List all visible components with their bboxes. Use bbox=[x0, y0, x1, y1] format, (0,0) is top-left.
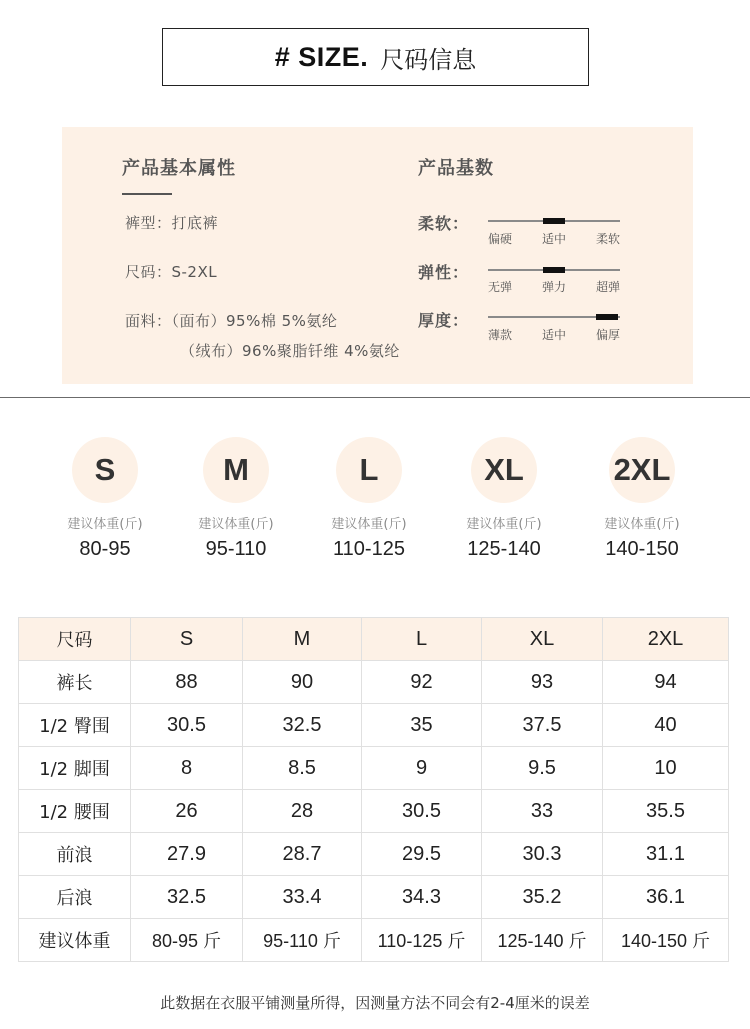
weight-note: 建议体重(斤) bbox=[67, 517, 143, 532]
table-header-cell: 尺码 bbox=[19, 618, 131, 661]
table-cell: 28 bbox=[243, 790, 362, 833]
weight-range: 140-150 bbox=[605, 538, 679, 560]
table-cell: 28.7 bbox=[243, 833, 362, 876]
size-card-s bbox=[50, 437, 160, 561]
table-cell: 8.5 bbox=[243, 747, 362, 790]
table-cell: 80-95 斤 bbox=[131, 919, 243, 962]
title-en: # SIZE. bbox=[274, 41, 369, 72]
table-cell: 30.3 bbox=[482, 833, 603, 876]
size-badge: 2XL bbox=[609, 437, 675, 503]
table-cell: 35.2 bbox=[482, 876, 603, 919]
thickness-label: 厚度： bbox=[418, 311, 470, 330]
table-row bbox=[19, 876, 729, 919]
measurement-footnote: 此数据在衣服平铺测量所得，因测量方法不同会有2-4厘米的误差 bbox=[160, 994, 590, 1012]
size-card-l bbox=[314, 437, 424, 561]
table-cell: 37.5 bbox=[482, 704, 603, 747]
weight-note: 建议体重(斤) bbox=[331, 517, 407, 532]
table-cell: 35 bbox=[362, 704, 482, 747]
softness-marker bbox=[543, 218, 565, 224]
size-card-xl bbox=[449, 437, 559, 561]
table-row bbox=[19, 661, 729, 704]
table-cell: 94 bbox=[603, 661, 729, 704]
softness-tick-low: 偏硬 bbox=[488, 232, 513, 246]
table-cell: 10 bbox=[603, 747, 729, 790]
table-cell: 31.1 bbox=[603, 833, 729, 876]
attributes-panel bbox=[62, 127, 693, 384]
elasticity-label: 弹性： bbox=[418, 263, 470, 282]
row-label: 裤长 bbox=[19, 661, 131, 704]
weight-note: 建议体重(斤) bbox=[604, 517, 680, 532]
table-row bbox=[19, 747, 729, 790]
softness-tick-mid: 适中 bbox=[541, 232, 566, 246]
table-header-cell: M bbox=[243, 618, 362, 661]
table-row bbox=[19, 790, 729, 833]
row-label: 1/2 臀围 bbox=[19, 704, 131, 747]
size-badge: L bbox=[336, 437, 402, 503]
section-divider bbox=[0, 397, 750, 398]
thickness-tick-low: 薄款 bbox=[488, 328, 513, 342]
table-cell: 110-125 斤 bbox=[362, 919, 482, 962]
product-params-heading: 产品基数 bbox=[418, 158, 494, 179]
table-cell: 140-150 斤 bbox=[603, 919, 729, 962]
table-cell: 32.5 bbox=[131, 876, 243, 919]
size-badge: S bbox=[72, 437, 138, 503]
table-row bbox=[19, 919, 729, 962]
weight-range: 110-125 bbox=[333, 538, 405, 560]
table-cell: 33 bbox=[482, 790, 603, 833]
table-header-cell: S bbox=[131, 618, 243, 661]
table-header-cell: L bbox=[362, 618, 482, 661]
table-cell: 30.5 bbox=[362, 790, 482, 833]
row-label: 1/2 脚围 bbox=[19, 747, 131, 790]
attr-pants-type: 裤型：打底裤 bbox=[125, 214, 219, 232]
thickness-tick-high: 偏厚 bbox=[595, 328, 620, 342]
weight-note: 建议体重(斤) bbox=[466, 517, 542, 532]
table-header-row bbox=[19, 618, 729, 661]
row-label: 后浪 bbox=[19, 876, 131, 919]
heading-underline bbox=[122, 193, 172, 195]
table-cell: 40 bbox=[603, 704, 729, 747]
thickness-ticks bbox=[488, 326, 620, 343]
table-cell: 30.5 bbox=[131, 704, 243, 747]
softness-scale bbox=[488, 220, 620, 222]
table-cell: 93 bbox=[482, 661, 603, 704]
attr-fabric-outer: 面料：（面布）95%棉 5%氨纶 bbox=[125, 312, 338, 330]
row-label: 建议体重 bbox=[19, 919, 131, 962]
size-badge: M bbox=[203, 437, 269, 503]
softness-ticks bbox=[488, 230, 620, 247]
softness-label: 柔软： bbox=[418, 214, 470, 233]
table-header-cell: 2XL bbox=[603, 618, 729, 661]
elasticity-marker bbox=[543, 267, 565, 273]
attr-fabric-lining: （绒布）96%聚脂钎维 4%氨纶 bbox=[180, 342, 400, 360]
table-cell: 35.5 bbox=[603, 790, 729, 833]
weight-note: 建议体重(斤) bbox=[198, 517, 274, 532]
table-cell: 90 bbox=[243, 661, 362, 704]
elasticity-ticks bbox=[488, 278, 620, 295]
table-header-cell: XL bbox=[482, 618, 603, 661]
table-cell: 26 bbox=[131, 790, 243, 833]
thickness-scale bbox=[488, 316, 620, 318]
table-cell: 36.1 bbox=[603, 876, 729, 919]
table-cell: 34.3 bbox=[362, 876, 482, 919]
table-cell: 9 bbox=[362, 747, 482, 790]
elasticity-tick-low: 无弹 bbox=[488, 280, 513, 294]
row-label: 1/2 腰围 bbox=[19, 790, 131, 833]
size-card-m bbox=[181, 437, 291, 561]
softness-tick-high: 柔软 bbox=[595, 232, 620, 246]
table-row bbox=[19, 833, 729, 876]
weight-range: 125-140 bbox=[467, 538, 541, 560]
size-card-2xl bbox=[587, 437, 697, 561]
weight-range: 80-95 bbox=[79, 538, 131, 560]
table-cell: 29.5 bbox=[362, 833, 482, 876]
title-cn: 尺码信息 bbox=[380, 45, 477, 74]
table-cell: 9.5 bbox=[482, 747, 603, 790]
table-cell: 33.4 bbox=[243, 876, 362, 919]
thickness-marker bbox=[596, 314, 618, 320]
size-table bbox=[18, 617, 729, 962]
table-cell: 95-110 斤 bbox=[243, 919, 362, 962]
elasticity-scale bbox=[488, 269, 620, 271]
product-attributes-heading: 产品基本属性 bbox=[122, 158, 236, 179]
table-cell: 8 bbox=[131, 747, 243, 790]
size-badge: XL bbox=[471, 437, 537, 503]
thickness-tick-mid: 适中 bbox=[541, 328, 566, 342]
elasticity-tick-mid: 弹力 bbox=[541, 280, 566, 294]
table-cell: 125-140 斤 bbox=[482, 919, 603, 962]
elasticity-tick-high: 超弹 bbox=[595, 280, 620, 294]
section-title bbox=[162, 28, 589, 86]
table-cell: 88 bbox=[131, 661, 243, 704]
table-row bbox=[19, 704, 729, 747]
table-cell: 27.9 bbox=[131, 833, 243, 876]
weight-range: 95-110 bbox=[205, 538, 267, 560]
table-cell: 92 bbox=[362, 661, 482, 704]
row-label: 前浪 bbox=[19, 833, 131, 876]
attr-size-range: 尺码：S-2XL bbox=[125, 263, 218, 281]
table-cell: 32.5 bbox=[243, 704, 362, 747]
